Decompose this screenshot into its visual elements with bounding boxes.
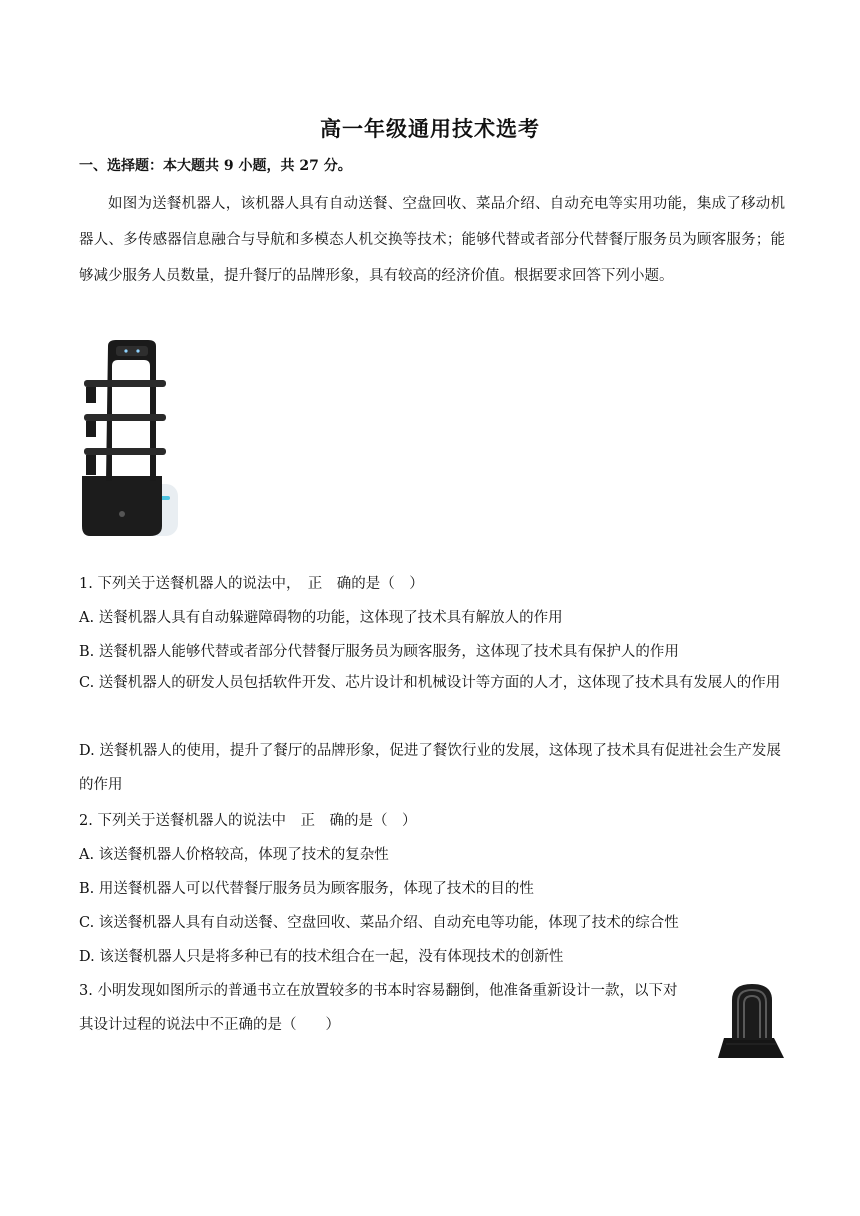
q1-option-d: D. 送餐机器人的使用，提升了餐厅的品牌形象，促进了餐饮行业的发展，这体现了技术具有促进社会生产发展的作用 — [79, 743, 781, 793]
q1-stem: 1. 下列关于送餐机器人的说法中， 正 确的是（ ） — [79, 576, 424, 592]
section-heading: 一、选择题：本大题共 9 小题，共 27 分。 — [79, 158, 352, 174]
intro-paragraph: 如图为送餐机器人，该机器人具有自动送餐、空盘回收、菜品介绍、自动充电等实用功能，集成了移动机器人、多传感器信息融合与导航和多模态人机交换等技术；能够代替或者部分代替餐厅服务员为顾客服务；能够减少服务人员数量，提升餐厅的品牌形象，具有较高的经济价值。根据要求回答下列小题。 — [79, 196, 785, 284]
bookend-image — [716, 978, 786, 1062]
q2-option-a: A. 该送餐机器人价格较高，体现了技术的复杂性 — [79, 847, 389, 863]
q1-option-b: B. 送餐机器人能够代替或者部分代替餐厅服务员为顾客服务，这体现了技术具有保护人的作用 — [79, 644, 679, 660]
q2-stem: 2. 下列关于送餐机器人的说法中 正 确的是（ ） — [79, 813, 417, 829]
q2-option-b: B. 用送餐机器人可以代替餐厅服务员为顾客服务，体现了技术的目的性 — [79, 881, 534, 897]
delivery-robot-image — [78, 336, 184, 540]
q1-option-c: C. 送餐机器人的研发人员包括软件开发、芯片设计和机械设计等方面的人才，这体现了技术具有发展人的作用 — [79, 675, 781, 691]
q3-stem-line2: 其设计过程的说法中不正确的是（ ） — [79, 1017, 340, 1033]
q1-option-a: A. 送餐机器人具有自动躲避障碍物的功能，这体现了技术具有解放人的作用 — [79, 610, 563, 626]
q2-option-d: D. 该送餐机器人只是将多种已有的技术组合在一起，没有体现技术的创新性 — [79, 949, 564, 965]
document-title: 高一年级通用技术选考 — [320, 116, 540, 141]
q2-option-c: C. 该送餐机器人具有自动送餐、空盘回收、菜品介绍、自动充电等功能，体现了技术的综合性 — [79, 915, 679, 931]
q3-stem-line1: 3. 小明发现如图所示的普通书立在放置较多的书本时容易翻倒，他准备重新设计一款，以下对 — [79, 983, 678, 999]
